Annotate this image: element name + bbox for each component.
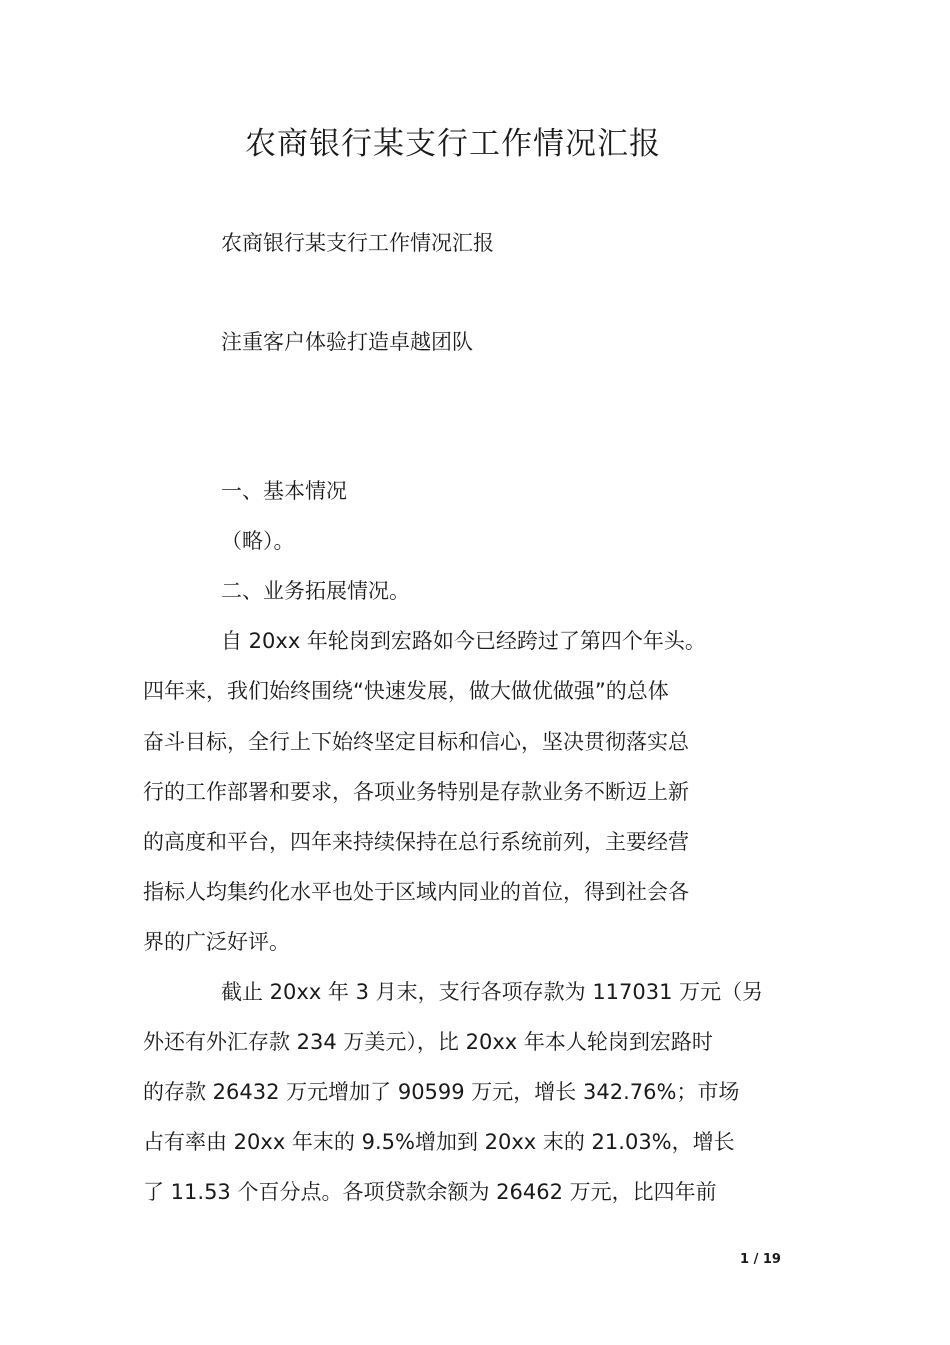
document-tagline: 注重客户体验打造卓越团队: [221, 330, 473, 354]
paragraph-line: 奋斗目标，全行上下始终坚定目标和信心，坚决贯彻落实总: [143, 730, 689, 754]
document-title: 农商银行某支行工作情况汇报: [245, 126, 661, 162]
paragraph-line: 指标人均集约化水平也处于区域内同业的首位，得到社会各: [143, 880, 689, 904]
paragraph-line: 外还有外汇存款 234 万美元），比 20xx 年本人轮岗到宏路时: [143, 1030, 713, 1054]
section-note-omitted: （略）。: [221, 529, 295, 553]
section-heading-business: 二、业务拓展情况。: [221, 579, 410, 603]
paragraph-line: 截止 20xx 年 3 月末，支行各项存款为 117031 万元（另: [221, 980, 764, 1004]
paragraph-line: 了 11.53 个百分点。各项贷款余额为 26462 万元，比四年前: [143, 1180, 717, 1204]
paragraph-line: 自 20xx 年轮岗到宏路如今已经跨过了第四个年头。: [221, 629, 706, 653]
page-number: 1 / 19: [740, 1252, 781, 1267]
paragraph-line: 界的广泛好评。: [143, 930, 290, 954]
document-subtitle: 农商银行某支行工作情况汇报: [221, 231, 494, 255]
paragraph-line: 的存款 26432 万元增加了 90599 万元，增长 342.76%；市场: [143, 1080, 740, 1104]
paragraph-line: 行的工作部署和要求，各项业务特别是存款业务不断迈上新: [143, 780, 689, 804]
paragraph-line: 占有率由 20xx 年末的 9.5%增加到 20xx 末的 21.03%，增长: [143, 1130, 735, 1154]
paragraph-line: 四年来，我们始终围绕“快速发展，做大做优做强”的总体: [143, 679, 669, 703]
section-heading-basic: 一、基本情况: [221, 479, 347, 503]
paragraph-line: 的高度和平台，四年来持续保持在总行系统前列，主要经营: [143, 830, 689, 854]
